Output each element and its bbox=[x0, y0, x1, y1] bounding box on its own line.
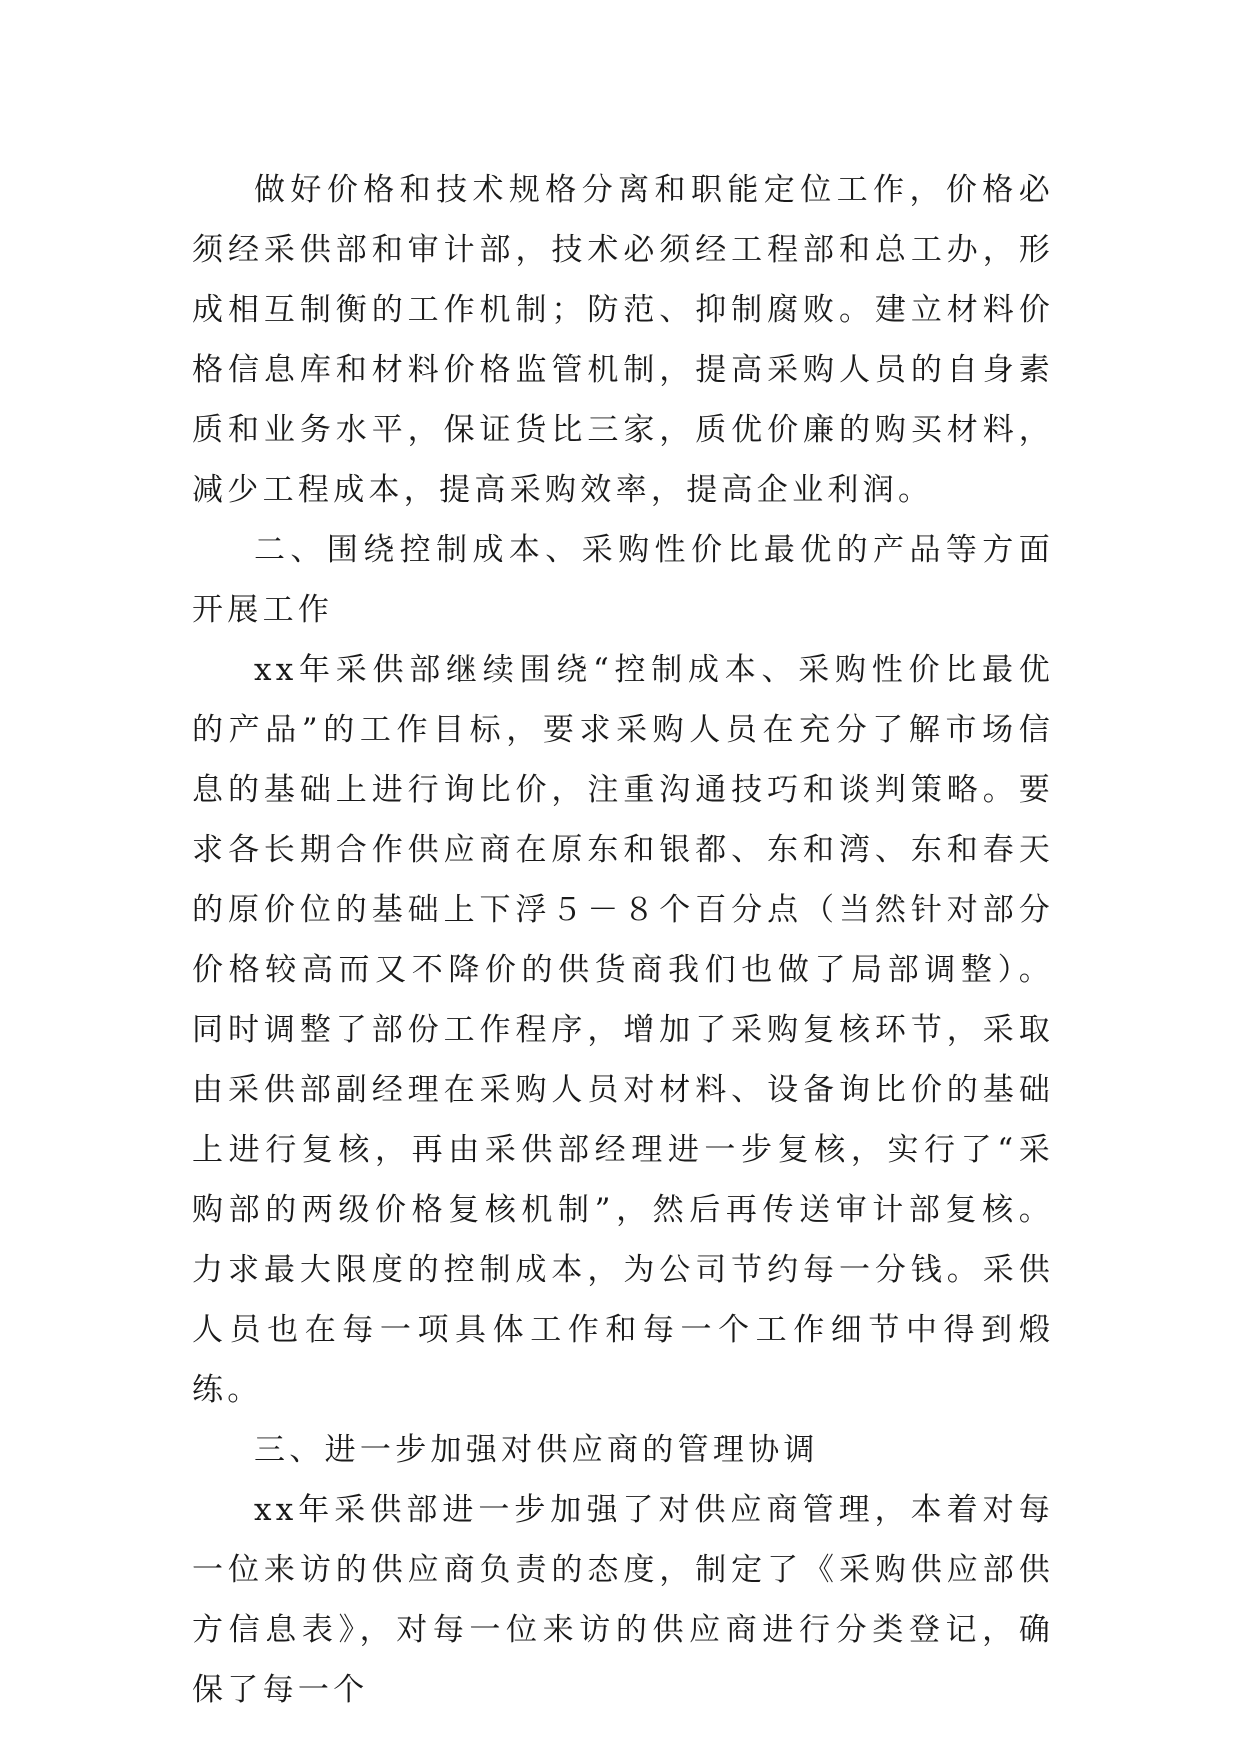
document-body bbox=[192, 160, 1054, 1720]
paragraph-price-separation: 做好价格和技术规格分离和职能定位工作，价格必须经采供部和审计部，技术必须经工程部和总工办，形成相互制衡的工作机制；防范、抑制腐败。建立材料价格信息库和材料价格监管机制，提高采购人员的自身素质和业务水平，保证货比三家，质优价廉的购买材料，减少工程成本，提高采购效率，提高企业利润。 bbox=[192, 172, 1054, 508]
paragraph-supplier-management: xx年采供部进一步加强了对供应商管理，本着对每一位来访的供应商负责的态度，制定了《采购供应部供方信息表》，对每一位来访的供应商进行分类登记，确保了每一个 bbox=[192, 1492, 1054, 1708]
section-heading-supplier-management: 三、进一步加强对供应商的管理协调 bbox=[254, 1432, 819, 1468]
paragraph-cost-control: xx年采供部继续围绕“控制成本、采购性价比最优的产品”的工作目标，要求采购人员在充分了解市场信息的基础上进行询比价，注重沟通技巧和谈判策略。要求各长期合作供应商在原东和银都、东和湾、东和春天的原价位的基础上下浮５－８个百分点（当然针对部分价格较高而又不降价的供货商我们也做了局部调整）。同时调整了部份工作程序，增加了采购复核环节，采取由采供部副经理在采购人员对材料、设备询比价的基础上进行复核，再由采供部经理进一步复核，实行了“采购部的两级价格复核机制”，然后再传送审计部复核。力求最大限度的控制成本，为公司节约每一分钱。采供人员也在每一项具体工作和每一个工作细节中得到煅练。 bbox=[192, 652, 1054, 1408]
section-heading-cost-control: 二、围绕控制成本、采购性价比最优的产品等方面开展工作 bbox=[192, 532, 1054, 628]
